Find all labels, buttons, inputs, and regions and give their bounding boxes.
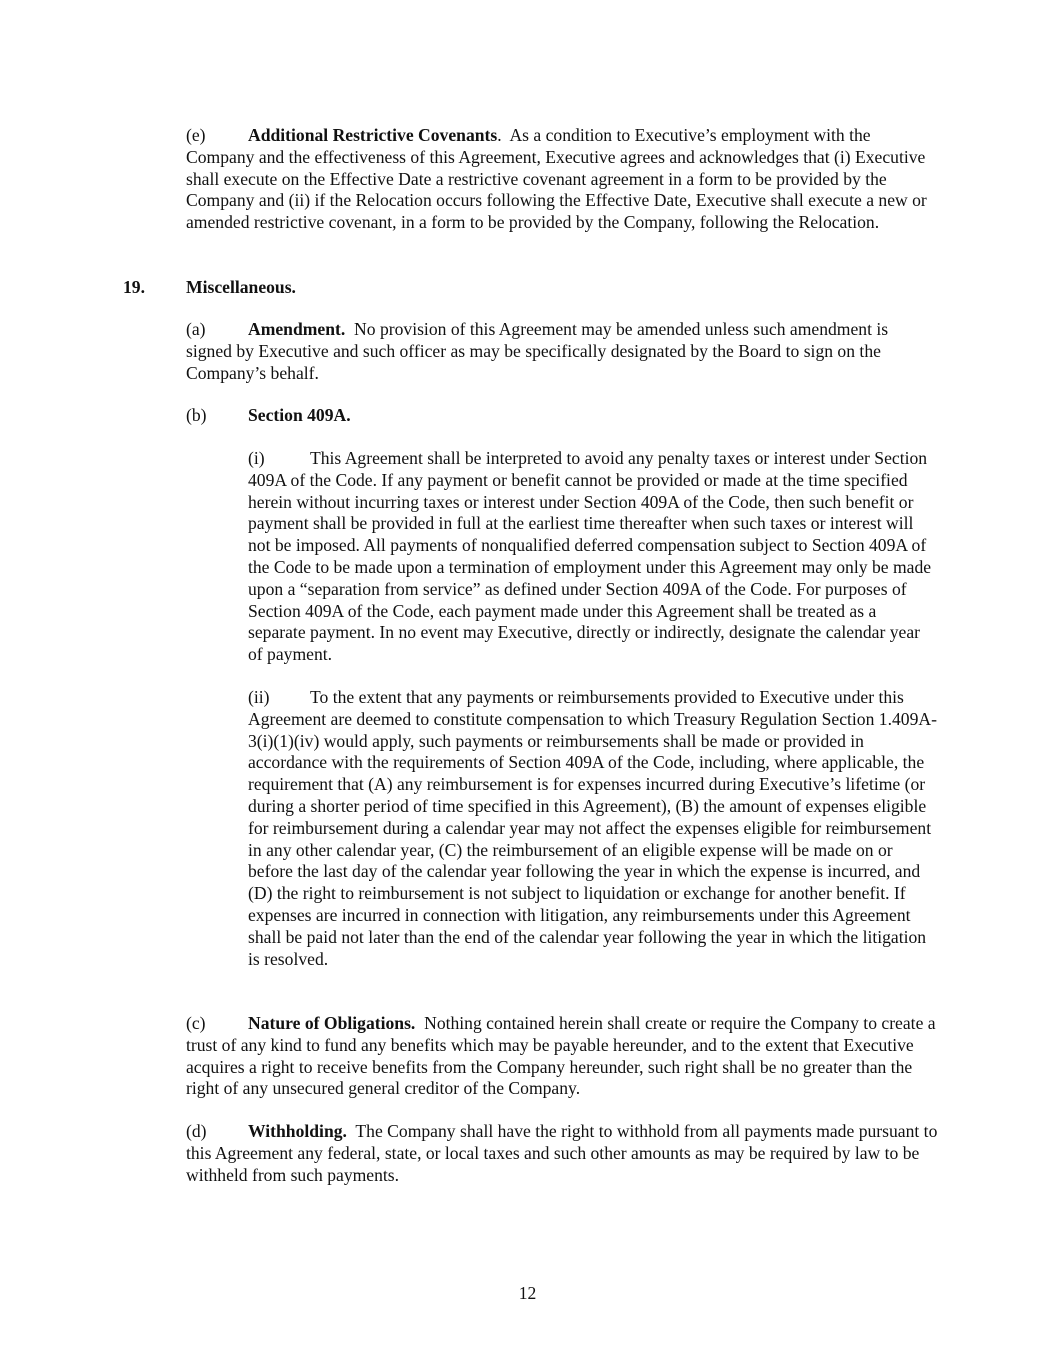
subparagraph-b-i-text: This Agreement shall be interpreted to avoid any penalty taxes or interest under Section 409A of the Code. If any payment or benefit cannot be provided or made at the time specified herein without incurring taxes or interest under Section 409A of the Code, then such benefit or payment shall be provided in full at the earliest time thereafter when such taxes or interest will not be imposed. All payments of nonqualified deferred compensation subject to Section 409A of the Code to be made upon a termination of employment under this Agreement may only be made upon a “separation from service” as defined under Section 409A of the Code. For purposes of Section 409A of the Code, each payment made under this Agreement shall be treated as a separate payment. In no event may Executive, directly or indirectly, designate the calendar year of payment. [248,448,932,665]
paragraph-c-text: Nothing contained herein shall create or require the Company to create a trust of any kind to fund any benefits which may be payable hereunder, and to the extent that Executive acquires a right to receive benefits from the Company hereunder, such right shall be no greater than the right of any unsecured general creditor of the Company. [186,1013,936,1099]
paragraph-b-section-409a [186,405,938,427]
section-19-title: Miscellaneous. [186,277,296,297]
subparagraph-b-i [248,448,938,666]
paragraph-c-nature-of-obligations [186,1013,938,1100]
paragraph-e-label: (e) [186,125,206,145]
subparagraph-b-i-label: (i) [248,448,265,468]
paragraph-b-heading: Section 409A. [248,405,351,425]
section-19-heading [123,277,938,299]
paragraph-a-text: No provision of this Agreement may be amended unless such amendment is signed by Executive and such officer as may be specifically designated by the Board to sign on the Company’s behalf. [186,319,889,383]
subparagraph-b-ii [248,687,938,970]
paragraph-d-withholding [186,1121,938,1186]
paragraph-d-label: (d) [186,1121,207,1141]
paragraph-a-label: (a) [186,319,206,339]
paragraph-a-heading: Amendment. [248,319,346,339]
paragraph-d-text: The Company shall have the right to withhold from all payments made pursuant to this Agreement any federal, state, or local taxes and such other amounts as may be required by law to be withheld from such payments. [186,1121,938,1185]
paragraph-e-text: As a condition to Executive’s employment with the Company and the effectiveness of this Agreement, Executive agrees and acknowledges that (i) Executive shall execute on the Effective Date a restrictive covenant agreement in a form to be provided by the Company and (ii) if the Relocation occurs following the Effective Date, Executive shall execute a new or amended restrictive covenant, in a form to be provided by the Company, following the Relocation. [186,125,927,233]
paragraph-e-heading-punct: . [497,125,502,145]
paragraph-d-heading: Withholding. [248,1121,347,1141]
paragraph-e-heading: Additional Restrictive Covenants [248,125,498,145]
section-19-number: 19. [123,277,145,297]
paragraph-b-label: (b) [186,405,207,425]
paragraph-c-label: (c) [186,1013,206,1033]
paragraph-c-heading: Nature of Obligations. [248,1013,416,1033]
page-number: 12 [518,1283,537,1303]
paragraph-a-amendment [186,319,938,384]
paragraph-e-additional-restrictive-covenants [186,125,938,234]
subparagraph-b-ii-text: To the extent that any payments or reimbursements provided to Executive under this Agreement are deemed to constitute compensation to which Treasury Regulation Section 1.409A-3(i)(1)(iv) would apply, such payments or reimbursements shall be made or provided in accordance with the requirements of Section 409A of the Code, including, where applicable, the requirement that (A) any reimbursement is for expenses incurred during Executive’s lifetime (or during a shorter period of time specified in this Agreement), (B) the amount of expenses eligible for reimbursement during a calendar year may not affect the expenses eligible for reimbursement in any other calendar year, (C) the reimbursement of an eligible expense will be made on or before the last day of the calendar year following the year in which the expense is incurred, and (D) the right to reimbursement is not subject to liquidation or exchange for another benefit. If expenses are incurred in connection with litigation, any reimbursements under this Agreement shall be paid not later than the end of the calendar year following the year in which the litigation is resolved. [248,687,937,969]
subparagraph-b-ii-label: (ii) [248,687,270,707]
